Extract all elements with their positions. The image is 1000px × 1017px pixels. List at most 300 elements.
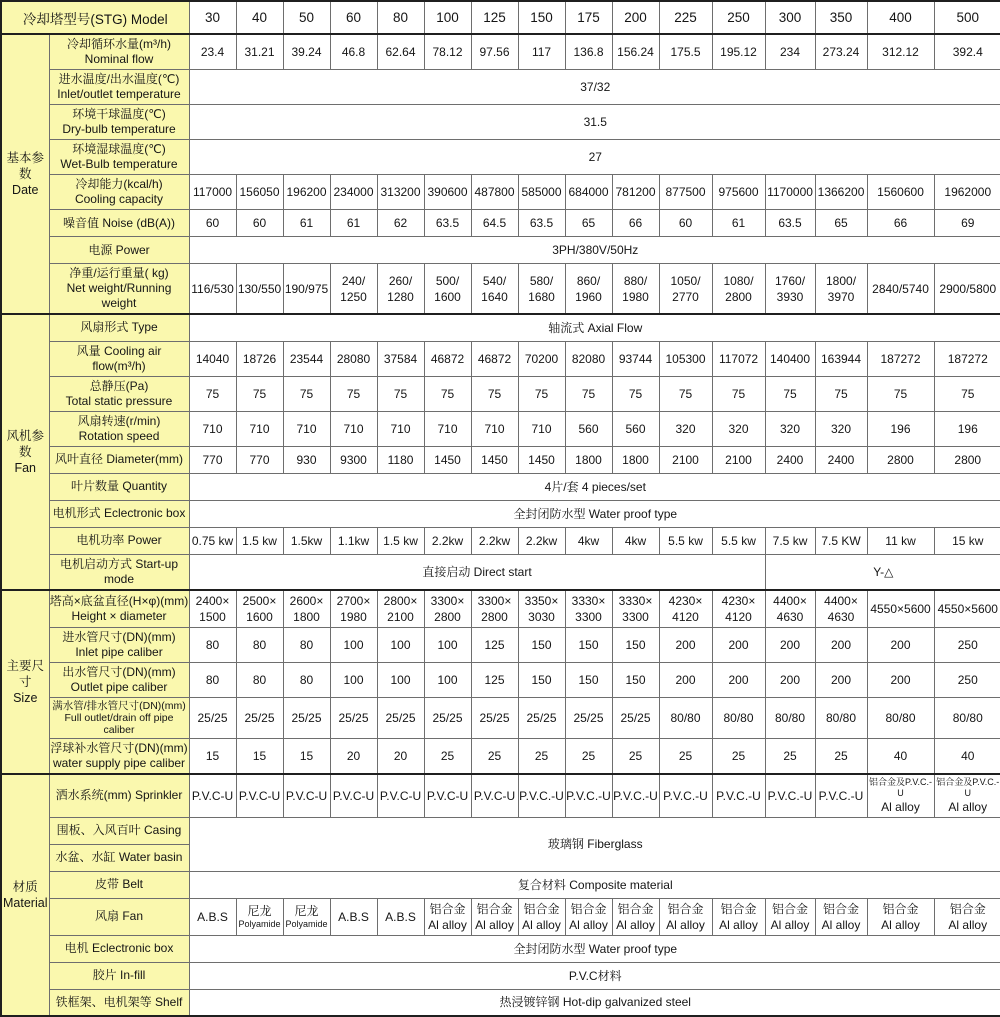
value-cell: 100 <box>424 662 471 697</box>
row-label: 洒水系统(mm) Sprinkler <box>49 774 189 818</box>
value-cell: 2500× 1600 <box>236 590 283 628</box>
value-cell: 2400× 1500 <box>189 590 236 628</box>
section-label: 主要尺寸 Size <box>1 590 49 774</box>
row-label: 环境湿球温度(℃) Wet-Bulb temperature <box>49 140 189 175</box>
value-cell: 250 <box>934 662 1000 697</box>
row-label: 风量 Cooling air flow(m³/h) <box>49 341 189 376</box>
value-cell: 铝合金 Al alloy <box>612 898 659 935</box>
section-label: 材质 Material <box>1 774 49 1017</box>
value-cell: 200 <box>815 662 867 697</box>
row-label: 风扇形式 Type <box>49 314 189 341</box>
value-cell: 2400 <box>815 446 867 473</box>
value-cell: 880/ 1980 <box>612 264 659 315</box>
value-cell: 187272 <box>934 341 1000 376</box>
value-cell: 60 <box>659 210 712 237</box>
value-cell: 75 <box>934 376 1000 411</box>
value-cell: 80 <box>236 662 283 697</box>
value-cell: 80/80 <box>815 697 867 738</box>
value-cell: 487800 <box>471 175 518 210</box>
value-cell: 100 <box>330 627 377 662</box>
value-cell: 25 <box>565 738 612 774</box>
value-cell: 复合材料 Composite material <box>189 871 1000 898</box>
value-cell: 3330× 3300 <box>612 590 659 628</box>
value-cell: 80 <box>236 627 283 662</box>
value-cell: 200 <box>867 627 934 662</box>
value-cell: 直接启动 Direct start <box>189 554 765 590</box>
value-cell: 轴流式 Axial Flow <box>189 314 1000 341</box>
value-cell: 312.12 <box>867 34 934 70</box>
value-cell: 2.2kw <box>518 527 565 554</box>
value-cell: A.B.S <box>377 898 424 935</box>
value-cell: 710 <box>424 411 471 446</box>
value-cell: 60 <box>189 210 236 237</box>
value-cell: 150 <box>612 662 659 697</box>
value-cell: 25 <box>612 738 659 774</box>
value-cell: 铝合金 Al alloy <box>815 898 867 935</box>
model-column-header: 225 <box>659 1 712 34</box>
row-label: 风扇转速(r/min) Rotation speed <box>49 411 189 446</box>
value-cell: P.V.C-U <box>189 774 236 818</box>
value-cell: 7.5 kw <box>765 527 815 554</box>
value-cell: 25 <box>815 738 867 774</box>
value-cell: 全封闭防水型 Water proof type <box>189 935 1000 962</box>
row-label: 铁框架、电机架等 Shelf <box>49 989 189 1016</box>
row-label: 风叶直径 Diameter(mm) <box>49 446 189 473</box>
row-label: 环境干球温度(℃) Dry-bulb temperature <box>49 105 189 140</box>
value-cell: 2400 <box>765 446 815 473</box>
value-cell: 710 <box>330 411 377 446</box>
row-label: 皮带 Belt <box>49 871 189 898</box>
model-column-header: 30 <box>189 1 236 34</box>
value-cell: 196200 <box>283 175 330 210</box>
model-column-header: 40 <box>236 1 283 34</box>
value-cell: 75 <box>424 376 471 411</box>
value-cell: 37584 <box>377 341 424 376</box>
value-cell: 31.21 <box>236 34 283 70</box>
value-cell: 975600 <box>712 175 765 210</box>
value-cell: 2840/5740 <box>867 264 934 315</box>
value-cell: 铝合金及P.V.C.-U Al alloy <box>867 774 934 818</box>
value-cell: 200 <box>765 627 815 662</box>
value-cell: P.V.C-U <box>377 774 424 818</box>
model-column-header: 400 <box>867 1 934 34</box>
model-column-header: 80 <box>377 1 424 34</box>
value-cell: 80/80 <box>765 697 815 738</box>
value-cell: 20 <box>330 738 377 774</box>
model-column-header: 175 <box>565 1 612 34</box>
value-cell: 15 kw <box>934 527 1000 554</box>
value-cell: P.V.C-U <box>424 774 471 818</box>
value-cell: 80/80 <box>934 697 1000 738</box>
value-cell: 125 <box>471 662 518 697</box>
value-cell: 195.12 <box>712 34 765 70</box>
value-cell: 15 <box>283 738 330 774</box>
value-cell: 尼龙 Polyamide <box>283 898 330 935</box>
value-cell: 234 <box>765 34 815 70</box>
row-label: 电机启动方式 Start-up mode <box>49 554 189 590</box>
value-cell: 80/80 <box>867 697 934 738</box>
value-cell: 铝合金 Al alloy <box>659 898 712 935</box>
value-cell: 100 <box>377 662 424 697</box>
value-cell: 4400× 4630 <box>815 590 867 628</box>
value-cell: 4kw <box>612 527 659 554</box>
value-cell: 65 <box>565 210 612 237</box>
value-cell: 320 <box>765 411 815 446</box>
value-cell: 9300 <box>330 446 377 473</box>
value-cell: 4230× 4120 <box>712 590 765 628</box>
value-cell: 100 <box>377 627 424 662</box>
value-cell: 196 <box>867 411 934 446</box>
value-cell: 1450 <box>518 446 565 473</box>
value-cell: 320 <box>659 411 712 446</box>
value-cell: 117072 <box>712 341 765 376</box>
value-cell: 全封闭防水型 Water proof type <box>189 500 1000 527</box>
value-cell: 25/25 <box>377 697 424 738</box>
value-cell: 61 <box>712 210 765 237</box>
value-cell: 93744 <box>612 341 659 376</box>
value-cell: 3350× 3030 <box>518 590 565 628</box>
value-cell: 273.24 <box>815 34 867 70</box>
value-cell: 23.4 <box>189 34 236 70</box>
value-cell: 3330× 3300 <box>565 590 612 628</box>
value-cell: 27 <box>189 140 1000 175</box>
value-cell: 25/25 <box>471 697 518 738</box>
value-cell: 80 <box>283 627 330 662</box>
value-cell: 20 <box>377 738 424 774</box>
value-cell: 5.5 kw <box>712 527 765 554</box>
value-cell: P.V.C.-U <box>815 774 867 818</box>
value-cell: 1170000 <box>765 175 815 210</box>
value-cell: 163944 <box>815 341 867 376</box>
value-cell: A.B.S <box>330 898 377 935</box>
value-cell: 4550×5600 <box>934 590 1000 628</box>
value-cell: P.V.C材料 <box>189 962 1000 989</box>
value-cell: 540/ 1640 <box>471 264 518 315</box>
value-cell: 710 <box>377 411 424 446</box>
value-cell: 1050/ 2770 <box>659 264 712 315</box>
value-cell: 187272 <box>867 341 934 376</box>
value-cell: 1080/ 2800 <box>712 264 765 315</box>
value-cell: 75 <box>377 376 424 411</box>
value-cell: 25 <box>424 738 471 774</box>
value-cell: P.V.C.-U <box>518 774 565 818</box>
value-cell: 铝合金 Al alloy <box>424 898 471 935</box>
value-cell: 1450 <box>471 446 518 473</box>
value-cell: 1.5 kw <box>236 527 283 554</box>
value-cell: 61 <box>330 210 377 237</box>
row-label: 风扇 Fan <box>49 898 189 935</box>
row-label: 冷却能力(kcal/h) Cooling capacity <box>49 175 189 210</box>
value-cell: 25/25 <box>189 697 236 738</box>
value-cell: 240/ 1250 <box>330 264 377 315</box>
value-cell: 1.1kw <box>330 527 377 554</box>
value-cell: 710 <box>189 411 236 446</box>
model-column-header: 50 <box>283 1 330 34</box>
value-cell: 75 <box>189 376 236 411</box>
row-label: 总静压(Pa) Total static pressure <box>49 376 189 411</box>
value-cell: 3300× 2800 <box>424 590 471 628</box>
value-cell: 63.5 <box>765 210 815 237</box>
value-cell: P.V.C-U <box>471 774 518 818</box>
value-cell: 585000 <box>518 175 565 210</box>
row-label: 叶片数量 Quantity <box>49 473 189 500</box>
value-cell: 710 <box>283 411 330 446</box>
value-cell: P.V.C.-U <box>612 774 659 818</box>
value-cell: 770 <box>189 446 236 473</box>
value-cell: 70200 <box>518 341 565 376</box>
value-cell: 75 <box>659 376 712 411</box>
value-cell: 2800 <box>934 446 1000 473</box>
value-cell: 200 <box>867 662 934 697</box>
value-cell: 320 <box>712 411 765 446</box>
value-cell: 877500 <box>659 175 712 210</box>
value-cell: 560 <box>612 411 659 446</box>
value-cell: 37/32 <box>189 70 1000 105</box>
value-cell: 铝合金 Al alloy <box>471 898 518 935</box>
row-label: 电机 Eclectronic box <box>49 935 189 962</box>
value-cell: 75 <box>712 376 765 411</box>
value-cell: 62 <box>377 210 424 237</box>
value-cell: 15 <box>189 738 236 774</box>
value-cell: 200 <box>659 627 712 662</box>
value-cell: 175.5 <box>659 34 712 70</box>
value-cell: 2600× 1800 <box>283 590 330 628</box>
section-label: 基本参数 Date <box>1 34 49 314</box>
value-cell: 100 <box>330 662 377 697</box>
model-column-header: 60 <box>330 1 377 34</box>
value-cell: 4550×5600 <box>867 590 934 628</box>
value-cell: 196 <box>934 411 1000 446</box>
value-cell: 31.5 <box>189 105 1000 140</box>
value-cell: 150 <box>565 627 612 662</box>
table-corner-label: 冷却塔型号(STG) Model <box>1 1 189 34</box>
value-cell: 4400× 4630 <box>765 590 815 628</box>
row-label: 进水管尺寸(DN)(mm) Inlet pipe caliber <box>49 627 189 662</box>
value-cell: P.V.C-U <box>283 774 330 818</box>
value-cell: 150 <box>518 627 565 662</box>
value-cell: 260/ 1280 <box>377 264 424 315</box>
value-cell: 25 <box>659 738 712 774</box>
value-cell: 尼龙 Polyamide <box>236 898 283 935</box>
value-cell: 25/25 <box>518 697 565 738</box>
value-cell: 781200 <box>612 175 659 210</box>
value-cell: 2800 <box>867 446 934 473</box>
value-cell: Y-△ <box>765 554 1000 590</box>
value-cell: 3300× 2800 <box>471 590 518 628</box>
row-label: 出水管尺寸(DN)(mm) Outlet pipe caliber <box>49 662 189 697</box>
value-cell: 40 <box>934 738 1000 774</box>
row-label: 浮球补水管尺寸(DN)(mm) water supply pipe caliber <box>49 738 189 774</box>
value-cell: 2.2kw <box>424 527 471 554</box>
value-cell: 75 <box>330 376 377 411</box>
value-cell: 75 <box>867 376 934 411</box>
model-column-header: 150 <box>518 1 565 34</box>
value-cell: 25/25 <box>283 697 330 738</box>
value-cell: 75 <box>283 376 330 411</box>
value-cell: 156050 <box>236 175 283 210</box>
value-cell: 1450 <box>424 446 471 473</box>
row-label: 进水温度/出水温度(℃) Inlet/outlet temperature <box>49 70 189 105</box>
value-cell: 铝合金及P.V.C.-U Al alloy <box>934 774 1000 818</box>
value-cell: 156.24 <box>612 34 659 70</box>
value-cell: 75 <box>471 376 518 411</box>
value-cell: 80 <box>283 662 330 697</box>
value-cell: 玻璃钢 Fiberglass <box>189 817 1000 871</box>
value-cell: 860/ 1960 <box>565 264 612 315</box>
value-cell: 250 <box>934 627 1000 662</box>
value-cell: 铝合金 Al alloy <box>712 898 765 935</box>
value-cell: 66 <box>867 210 934 237</box>
value-cell: 1.5 kw <box>377 527 424 554</box>
row-label: 围板、入风百叶 Casing <box>49 817 189 844</box>
value-cell: 200 <box>712 627 765 662</box>
value-cell: 25/25 <box>612 697 659 738</box>
value-cell: P.V.C-U <box>330 774 377 818</box>
value-cell: 2700× 1980 <box>330 590 377 628</box>
value-cell: 0.75 kw <box>189 527 236 554</box>
value-cell: 2800× 2100 <box>377 590 424 628</box>
row-label: 塔高×底盆直径(H×φ)(mm) Height × diameter <box>49 590 189 628</box>
value-cell: 75 <box>518 376 565 411</box>
value-cell: 770 <box>236 446 283 473</box>
value-cell: 铝合金 Al alloy <box>565 898 612 935</box>
value-cell: 40 <box>867 738 934 774</box>
value-cell: 930 <box>283 446 330 473</box>
row-label: 冷却循环水量(m³/h) Nominal flow <box>49 34 189 70</box>
value-cell: 75 <box>236 376 283 411</box>
value-cell: 710 <box>236 411 283 446</box>
value-cell: 150 <box>518 662 565 697</box>
value-cell: 710 <box>471 411 518 446</box>
value-cell: 105300 <box>659 341 712 376</box>
value-cell: 313200 <box>377 175 424 210</box>
value-cell: 28080 <box>330 341 377 376</box>
value-cell: 97.56 <box>471 34 518 70</box>
value-cell: 7.5 KW <box>815 527 867 554</box>
value-cell: 23544 <box>283 341 330 376</box>
value-cell: 66 <box>612 210 659 237</box>
value-cell: P.V.C.-U <box>712 774 765 818</box>
value-cell: 390600 <box>424 175 471 210</box>
value-cell: 1800 <box>565 446 612 473</box>
value-cell: 710 <box>518 411 565 446</box>
value-cell: 4片/套 4 pieces/set <box>189 473 1000 500</box>
row-label: 净重/运行重量( kg) Net weight/Running weight <box>49 264 189 315</box>
value-cell: 65 <box>815 210 867 237</box>
value-cell: 78.12 <box>424 34 471 70</box>
value-cell: 18726 <box>236 341 283 376</box>
value-cell: 63.5 <box>424 210 471 237</box>
value-cell: 80/80 <box>712 697 765 738</box>
value-cell: 75 <box>815 376 867 411</box>
value-cell: 25/25 <box>236 697 283 738</box>
model-column-header: 300 <box>765 1 815 34</box>
value-cell: 117000 <box>189 175 236 210</box>
value-cell: 200 <box>712 662 765 697</box>
value-cell: 39.24 <box>283 34 330 70</box>
model-column-header: 350 <box>815 1 867 34</box>
value-cell: 3PH/380V/50Hz <box>189 237 1000 264</box>
value-cell: 11 kw <box>867 527 934 554</box>
row-label: 电源 Power <box>49 237 189 264</box>
value-cell: 136.8 <box>565 34 612 70</box>
value-cell: 75 <box>612 376 659 411</box>
value-cell: 125 <box>471 627 518 662</box>
value-cell: 80 <box>189 662 236 697</box>
value-cell: 80 <box>189 627 236 662</box>
value-cell: 117 <box>518 34 565 70</box>
value-cell: 15 <box>236 738 283 774</box>
value-cell: 46872 <box>471 341 518 376</box>
value-cell: 190/975 <box>283 264 330 315</box>
row-label: 水盆、水缸 Water basin <box>49 844 189 871</box>
value-cell: 63.5 <box>518 210 565 237</box>
value-cell: 25/25 <box>565 697 612 738</box>
value-cell: 1800/ 3970 <box>815 264 867 315</box>
value-cell: 684000 <box>565 175 612 210</box>
value-cell: 500/ 1600 <box>424 264 471 315</box>
value-cell: 100 <box>424 627 471 662</box>
value-cell: 1366200 <box>815 175 867 210</box>
value-cell: 1180 <box>377 446 424 473</box>
model-column-header: 250 <box>712 1 765 34</box>
value-cell: 61 <box>283 210 330 237</box>
row-label: 电机功率 Power <box>49 527 189 554</box>
value-cell: 62.64 <box>377 34 424 70</box>
value-cell: 铝合金 Al alloy <box>518 898 565 935</box>
model-column-header: 200 <box>612 1 659 34</box>
value-cell: 25/25 <box>424 697 471 738</box>
value-cell: 25 <box>471 738 518 774</box>
value-cell: 1.5kw <box>283 527 330 554</box>
value-cell: 热浸镀锌钢 Hot-dip galvanized steel <box>189 989 1000 1016</box>
value-cell: 60 <box>236 210 283 237</box>
value-cell: 82080 <box>565 341 612 376</box>
value-cell: 25 <box>765 738 815 774</box>
value-cell: 14040 <box>189 341 236 376</box>
value-cell: 234000 <box>330 175 377 210</box>
value-cell: 46.8 <box>330 34 377 70</box>
value-cell: 25 <box>518 738 565 774</box>
value-cell: 1800 <box>612 446 659 473</box>
value-cell: 1962000 <box>934 175 1000 210</box>
value-cell: A.B.S <box>189 898 236 935</box>
value-cell: 150 <box>565 662 612 697</box>
value-cell: 80/80 <box>659 697 712 738</box>
value-cell: 392.4 <box>934 34 1000 70</box>
value-cell: 64.5 <box>471 210 518 237</box>
value-cell: 130/550 <box>236 264 283 315</box>
value-cell: 1560600 <box>867 175 934 210</box>
model-column-header: 500 <box>934 1 1000 34</box>
value-cell: 150 <box>612 627 659 662</box>
value-cell: 75 <box>565 376 612 411</box>
value-cell: 200 <box>765 662 815 697</box>
value-cell: 75 <box>765 376 815 411</box>
value-cell: 铝合金 Al alloy <box>765 898 815 935</box>
model-column-header: 125 <box>471 1 518 34</box>
value-cell: 320 <box>815 411 867 446</box>
row-label: 电机形式 Eclectronic box <box>49 500 189 527</box>
value-cell: 2100 <box>712 446 765 473</box>
value-cell: 200 <box>815 627 867 662</box>
value-cell: 200 <box>659 662 712 697</box>
value-cell: 580/ 1680 <box>518 264 565 315</box>
value-cell: 560 <box>565 411 612 446</box>
section-label: 风机参数 Fan <box>1 314 49 590</box>
value-cell: 116/530 <box>189 264 236 315</box>
row-label: 满水管/排水管尺寸(DN)(mm) Full outlet/drain off pipe caliber <box>49 697 189 738</box>
